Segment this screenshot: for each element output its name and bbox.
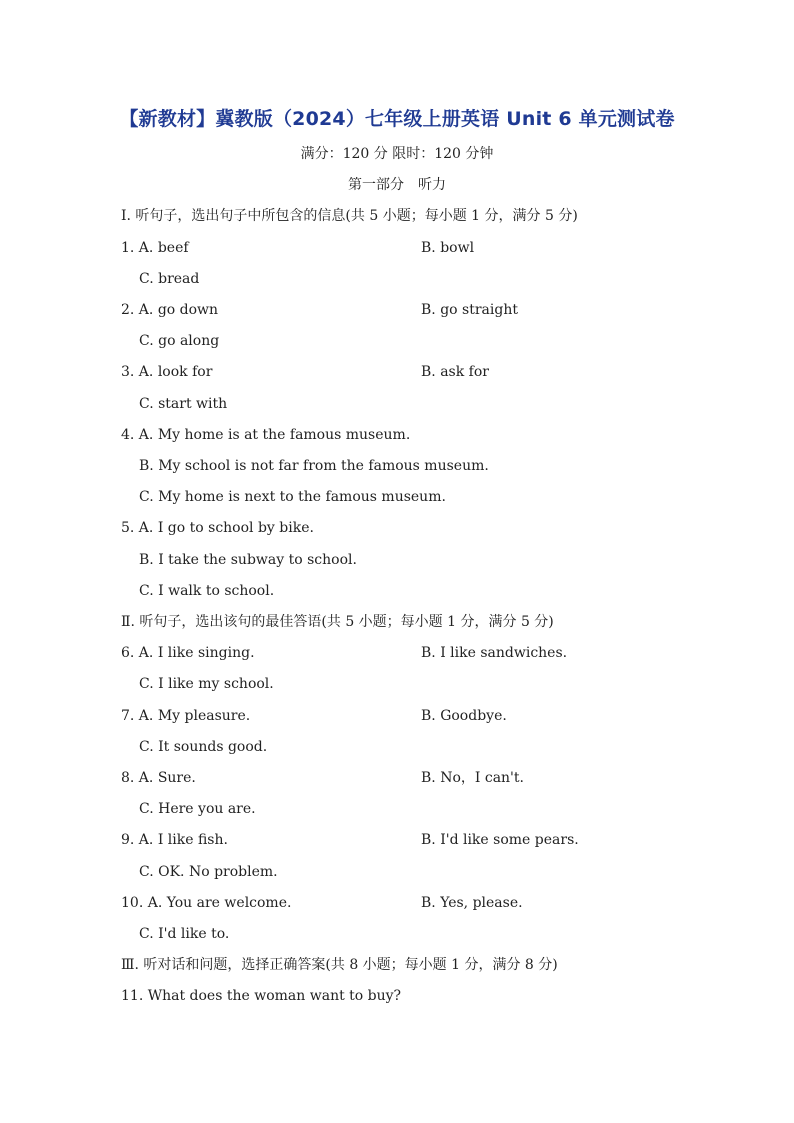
question-2-option-c: C. go along — [139, 333, 220, 349]
question-2-option-a: 2. A. go down — [121, 302, 219, 318]
question-10-option-b: B. Yes, please. — [421, 895, 523, 911]
section-heading-3: Ⅲ. 听对话和问题，选择正确答案(共 8 小题；每小题 1 分，满分 8 分) — [121, 957, 558, 973]
part-heading: 第一部分 听力 — [348, 177, 446, 193]
question-7-option-a: 7. A. My pleasure. — [121, 708, 251, 724]
question-9-option-b: B. I'd like some pears. — [421, 832, 579, 848]
question-4-option-c: C. My home is next to the famous museum. — [139, 489, 446, 505]
question-10-option-c: C. I'd like to. — [139, 926, 230, 942]
question-8-option-a: 8. A. Sure. — [121, 770, 196, 786]
question-3-option-a: 3. A. look for — [121, 364, 213, 380]
question-6-option-b: B. I like sandwiches. — [421, 645, 568, 661]
question-9-option-a: 9. A. I like fish. — [121, 832, 228, 848]
question-1-option-a: 1. A. beef — [121, 240, 189, 256]
question-1-option-b: B. bowl — [421, 240, 475, 256]
question-3-option-b: B. ask for — [421, 364, 489, 380]
question-6-option-a: 6. A. I like singing. — [121, 645, 255, 661]
question-3-option-c: C. start with — [139, 396, 228, 412]
question-7-option-b: B. Goodbye. — [421, 708, 507, 724]
question-7-option-c: C. It sounds good. — [139, 739, 268, 755]
question-11-prompt: 11. What does the woman want to buy? — [121, 988, 402, 1004]
question-8-option-b: B. No，I can't. — [421, 770, 524, 786]
section-heading-2: Ⅱ. 听句子，选出该句的最佳答语(共 5 小题；每小题 1 分，满分 5 分) — [121, 614, 554, 630]
question-2-option-b: B. go straight — [421, 302, 518, 318]
question-1-option-c: C. bread — [139, 271, 200, 287]
question-4-option-a: 4. A. My home is at the famous museum. — [121, 427, 411, 443]
question-6-option-c: C. I like my school. — [139, 676, 274, 692]
question-5-option-c: C. I walk to school. — [139, 583, 275, 599]
page-title: 【新教材】冀教版（2024）七年级上册英语 Unit 6 单元测试卷 — [119, 108, 675, 130]
question-10-option-a: 10. A. You are welcome. — [121, 895, 292, 911]
section-heading-1: Ⅰ. 听句子，选出句子中所包含的信息(共 5 小题；每小题 1 分，满分 5 分) — [121, 208, 578, 224]
question-5-option-b: B. I take the subway to school. — [139, 552, 357, 568]
question-8-option-c: C. Here you are. — [139, 801, 256, 817]
exam-meta: 满分：120 分 限时：120 分钟 — [300, 146, 494, 162]
question-9-option-c: C. OK. No problem. — [139, 864, 278, 880]
question-4-option-b: B. My school is not far from the famous museum. — [139, 458, 489, 474]
question-5-option-a: 5. A. I go to school by bike. — [121, 520, 314, 536]
